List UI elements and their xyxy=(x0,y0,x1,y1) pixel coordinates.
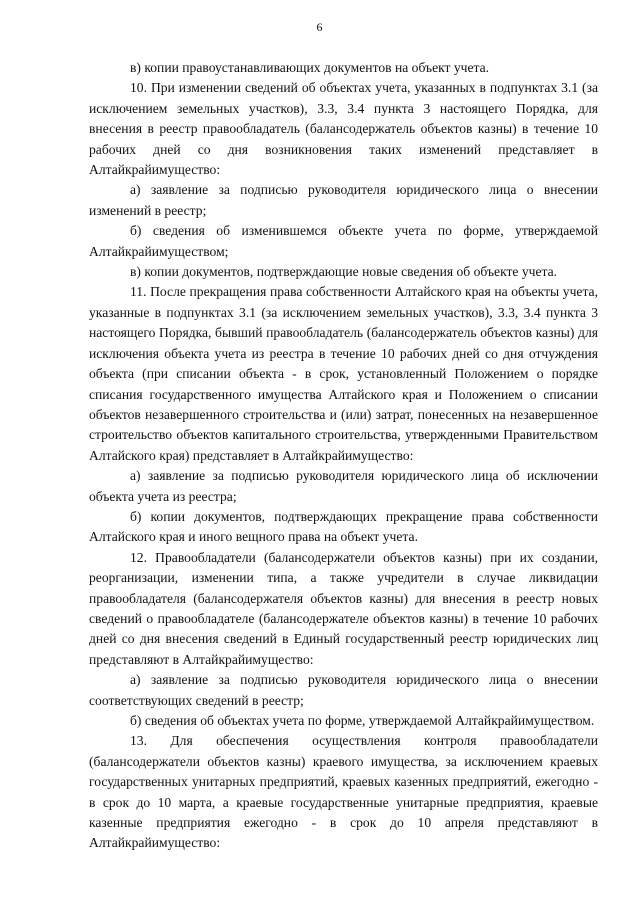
paragraph-3v-copies-title-docs: в) копии правоустанавливающих документов на объект учета. xyxy=(130,60,490,75)
paragraph-12a: а) заявление за подписью руководителя юридического лица о внесении соответствующих сведений в реестр; xyxy=(89,672,598,708)
paragraph-12: 12. Правообладатели (балансодержатели объектов казны) при их создании, реорганизации, изменении типа, а также учредители в случае ликвидации правообладателя (балансодержателя объектов казны) для внесения в реестр новых сведений о правообладателе (балансодержателе объектов казны) в течение 10 рабочих дней со дня внесения сведений в Единый государственный реестр юридических лиц представляют в Алтайкрайимущество: xyxy=(89,549,598,667)
paragraph-10b: б) сведения об изменившемся объекте учета по форме, утверждаемой Алтайкрайимуществом; xyxy=(89,223,598,259)
document-body xyxy=(89,58,598,854)
paragraph-10v: в) копии документов, подтверждающие новые сведения об объекте учета. xyxy=(130,264,558,280)
paragraph-11a: а) заявление за подписью руководителя юридического лица об исключении объекта учета из реестра; xyxy=(89,468,598,504)
paragraph-11b: б) копии документов, подтверждающих прекращение права собственности Алтайского края и иного вещного права на объект учета. xyxy=(89,508,598,545)
paragraph-11: 11. После прекращения права собственности Алтайского края на объекты учета, указанные в подпунктах 3.1 (за исключением земельных участков), 3.3, 3.4 пункта 3 настоящего Порядка, бывший правообладатель (балансодержатель объектов казны) для исключения объекта учета из реестра в течение 10 рабочих дней со дня отчуждения объекта (при списании объекта - в срок, установленный Положением о порядке списания государственного имущества Алтайского края и Положением о списании объектов незавершенного строительства и (или) затрат, понесенных на незавершенное строительство объектов капитального строительства, утвержденными Правительством Алтайского края) представляет в Алтайкрайимущество: xyxy=(89,284,598,463)
page-number: 6 xyxy=(316,20,323,34)
paragraph-10a: а) заявление за подписью руководителя юридического лица о внесении изменений в реестр; xyxy=(89,182,598,218)
paragraph-12b: б) сведения об объектах учета по форме, утверждаемой Алтайкрайимуществом. xyxy=(130,713,595,728)
paragraph-10: 10. При изменении сведений об объектах учета, указанных в подпунктах 3.1 (за исключением земельных участков), 3.3, 3.4 пункта 3 настоящего Порядка, для внесения в реестр правообладатель (балансодержатель объектов казны) в течение 10 рабочих дней со дня возникновения таких изменений представляет в Алтайкрайимущество: xyxy=(89,80,598,178)
paragraph-13: 13. Для обеспечения осуществления контроля правообладатели (балансодержатели объектов казны) краевого имущества, за исключением краевых государственных унитарных предприятий, краевых казенных предприятий, ежегодно - в срок до 10 марта, а краевые государственные унитарные предприятия, краевые казенные предприятия ежегодно - в срок до 10 апреля представляют в Алтайкрайимущество: xyxy=(89,733,598,851)
